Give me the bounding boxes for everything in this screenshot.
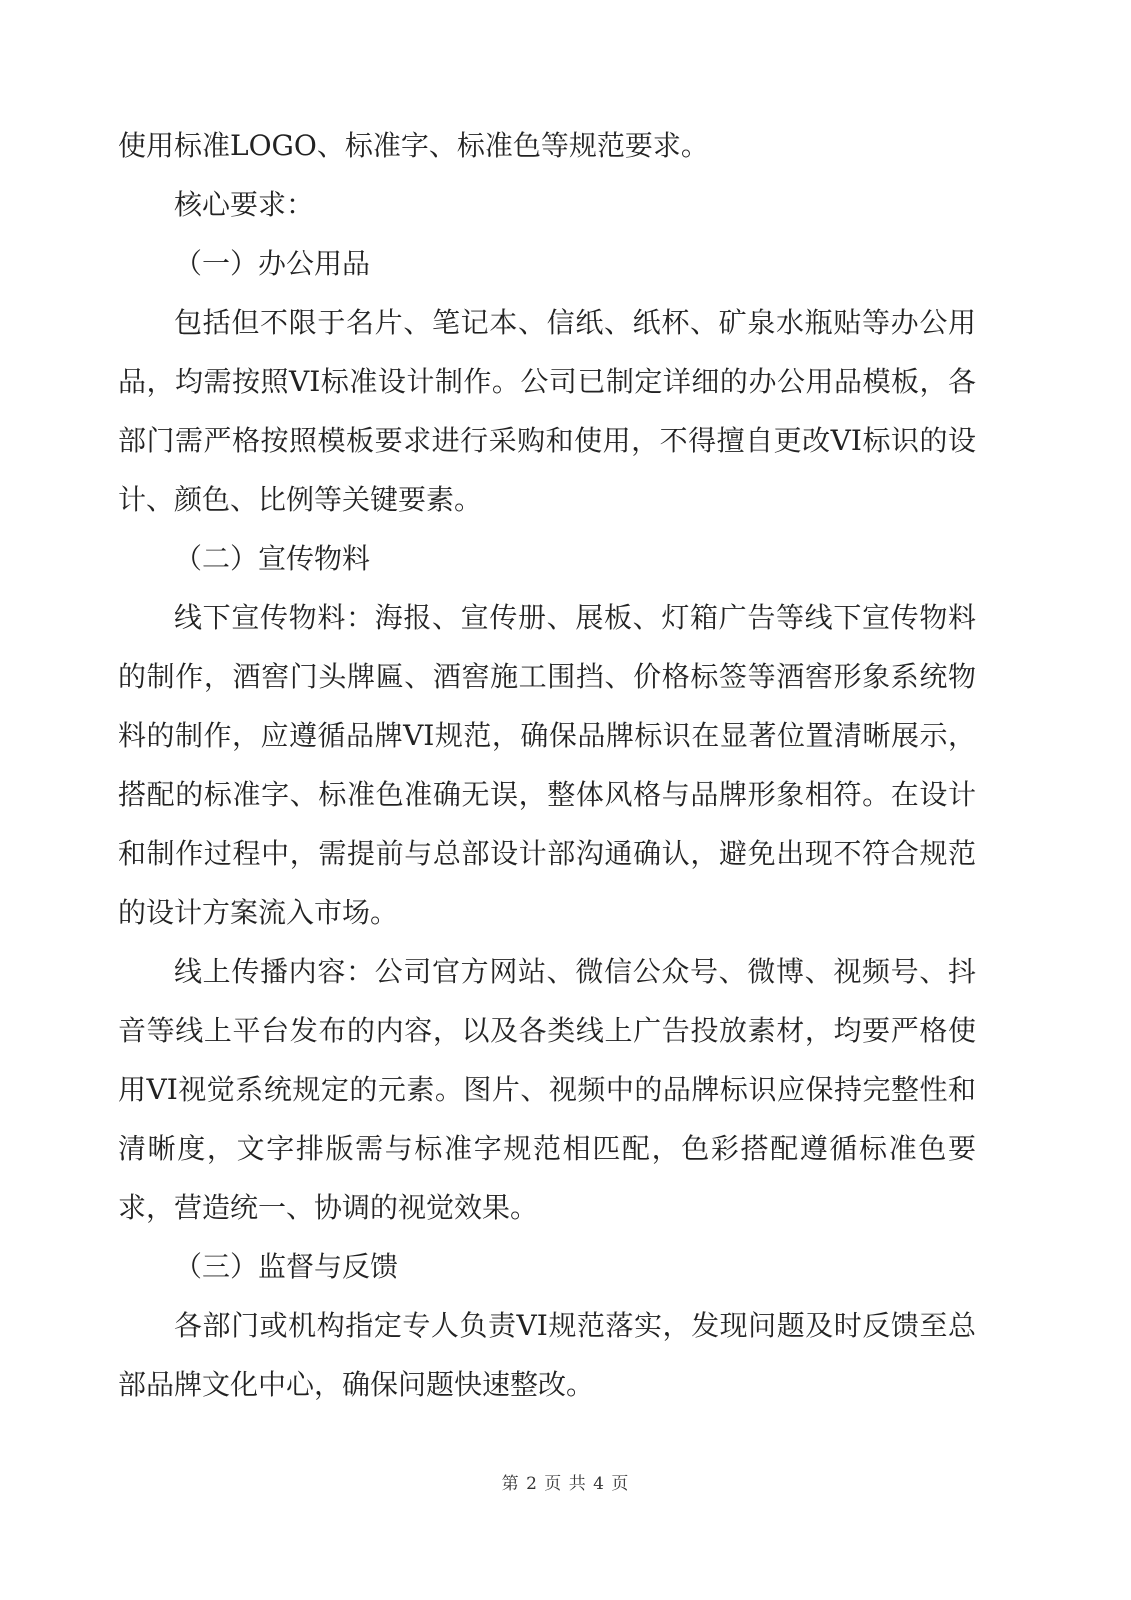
page-number-footer: 第 2 页 共 4 页 xyxy=(501,1474,630,1494)
document-body xyxy=(118,116,976,1414)
paragraph-office-supplies: 包括但不限于名片、笔记本、信纸、纸杯、矿泉水瓶贴等办公用品，均需按照VI标准设计制作。公司已制定详细的办公用品模板，各部门需严格按照模板要求进行采购和使用，不得擅自更改VI标识的设计、颜色、比例等关键要素。 xyxy=(118,306,976,516)
paragraph-supervision-feedback: 各部门或机构指定专人负责VI规范落实，发现问题及时反馈至总部品牌文化中心，确保问题快速整改。 xyxy=(118,1309,976,1401)
section-heading-supervision-feedback: （三）监督与反馈 xyxy=(174,1250,399,1283)
paragraph-continuation: 使用标准LOGO、标准字、标准色等规范要求。 xyxy=(118,129,709,162)
section-heading-office-supplies: （一）办公用品 xyxy=(174,247,371,280)
paragraph-offline-materials: 线下宣传物料：海报、宣传册、展板、灯箱广告等线下宣传物料的制作，酒窖门头牌匾、酒窖施工围挡、价格标签等酒窖形象系统物料的制作，应遵循品牌VI规范，确保品牌标识在显著位置清晰展示，搭配的标准字、标准色准确无误，整体风格与品牌形象相符。在设计和制作过程中，需提前与总部设计部沟通确认，避免出现不符合规范的设计方案流入市场。 xyxy=(118,601,976,929)
paragraph-online-content: 线上传播内容：公司官方网站、微信公众号、微博、视频号、抖音等线上平台发布的内容，以及各类线上广告投放素材，均要严格使用VI视觉系统规定的元素。图片、视频中的品牌标识应保持完整性和清晰度，文字排版需与标准字规范相匹配，色彩搭配遵循标准色要求，营造统一、协调的视觉效果。 xyxy=(118,955,976,1224)
paragraph-core-requirements-label: 核心要求： xyxy=(174,188,315,221)
section-heading-promotional-materials: （二）宣传物料 xyxy=(174,542,371,575)
